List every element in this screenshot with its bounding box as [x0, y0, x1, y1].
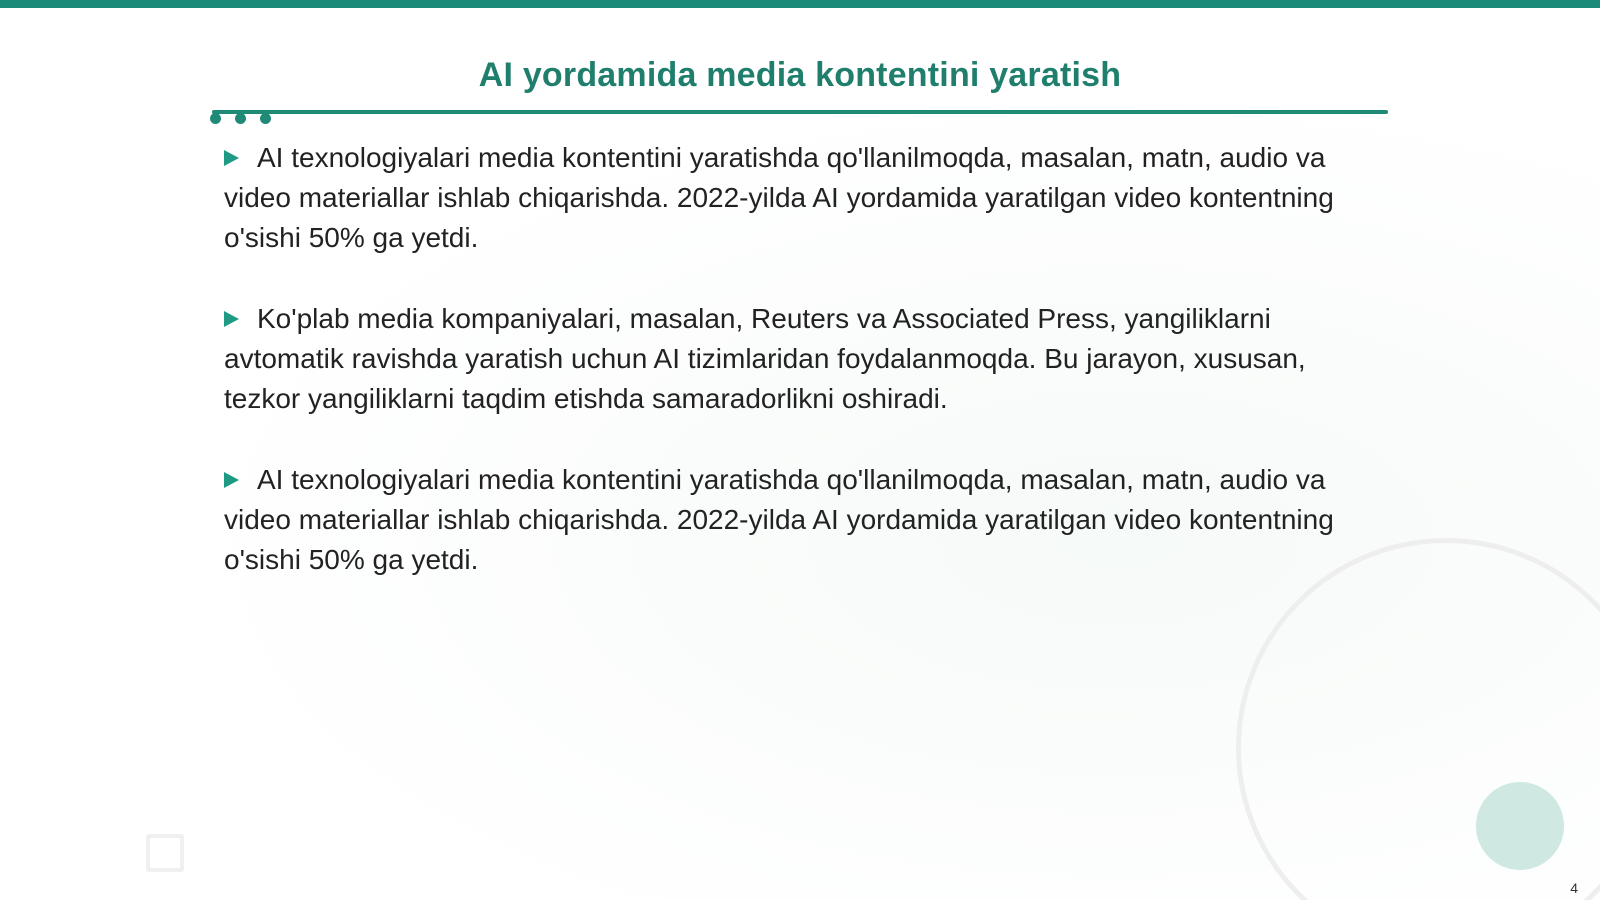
top-accent-bar — [0, 0, 1600, 8]
bullet-item — [224, 138, 1364, 258]
slide-title: AI yordamida media kontentini yaratish — [478, 56, 1122, 94]
triangle-right-icon — [224, 150, 239, 166]
decor-dot-icon — [260, 113, 271, 124]
page-number: 4 — [1570, 880, 1578, 896]
decor-circle — [1476, 782, 1564, 870]
bullet-item — [224, 460, 1364, 580]
decor-square — [146, 834, 184, 872]
bullet-text: AI texnologiyalari media kontentini yaratishda qo'llanilmoqda, masalan, matn, audio va video materiallar ishlab chiqarishda. 2022-yilda AI yordamida yaratilgan video kontentning o'sishi 50% ga yetdi. — [224, 464, 1334, 575]
bullet-list — [224, 138, 1364, 621]
title-underline — [212, 110, 1388, 114]
bullet-text: Ko'plab media kompaniyalari, masalan, Reuters va Associated Press, yangiliklarni avtomatik ravishda yaratish uchun AI tizimlaridan foydalanmoqda. Bu jarayon, xususan, tezkor yangiliklarni taqdim etishda samaradorlikni oshiradi. — [224, 303, 1306, 414]
bullet-text: AI texnologiyalari media kontentini yaratishda qo'llanilmoqda, masalan, matn, audio va video materiallar ishlab chiqarishda. 2022-yilda AI yordamida yaratilgan video kontentning o'sishi 50% ga yetdi. — [224, 142, 1334, 253]
triangle-right-icon — [224, 311, 239, 327]
decor-dot-icon — [210, 113, 221, 124]
bullet-item — [224, 299, 1364, 419]
decor-dot-icon — [235, 113, 246, 124]
triangle-right-icon — [224, 472, 239, 488]
